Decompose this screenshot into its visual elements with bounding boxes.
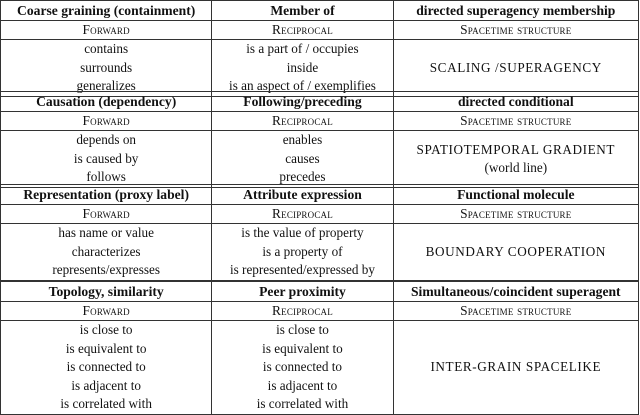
forward-relations [1,131,212,188]
relation-item: has name or value [58,225,154,240]
subheader-row [1,21,639,40]
header-forward-category: Causation (dependency) [1,92,212,112]
subheader-forward: Forward [1,21,212,40]
relation-block-topology [0,281,639,415]
reciprocal-relations [212,224,393,281]
relation-block-causation [0,91,639,188]
header-row [1,185,639,205]
spacetime-structure [393,321,638,415]
relation-item: is equivalent to [262,340,343,356]
relation-item: enables [282,132,323,147]
body-row [1,131,639,188]
body-row [1,224,639,281]
relation-item: is correlated with [256,396,349,411]
subheader-forward: Forward [1,302,212,321]
subheader-spacetime: Spacetime structure [393,21,638,40]
spacetime-structure [393,40,638,97]
spacetime-label: INTER-GRAIN SPACELIKE [430,359,602,375]
relation-item: surrounds [80,59,133,75]
header-forward-category: Topology, similarity [1,282,212,302]
subheader-reciprocal: Reciprocal [212,302,393,321]
spacetime-label: SPATIOTEMPORAL GRADIENT [416,141,616,157]
subheader-row [1,112,639,131]
header-spacetime-category: directed conditional [393,92,638,112]
spacetime-note: (world line) [484,159,548,175]
header-row [1,282,639,302]
header-forward-category: Coarse graining (containment) [1,1,212,21]
subheader-forward: Forward [1,205,212,224]
subheader-spacetime: Spacetime structure [393,205,638,224]
subheader-reciprocal: Reciprocal [212,21,393,40]
forward-relations [1,224,212,281]
relation-item: is a part of / occupies [246,41,359,56]
subheader-reciprocal: Reciprocal [212,205,393,224]
header-row [1,92,639,112]
header-reciprocal-category: Attribute expression [212,185,393,205]
subheader-forward: Forward [1,112,212,131]
relation-item: is an aspect of / exemplifies [229,78,376,93]
header-spacetime-category: directed superagency membership [393,1,638,21]
relation-item: contains [84,41,129,56]
relation-item: depends on [76,132,137,147]
relation-item: is represented/expressed by [229,262,375,277]
relation-item: is adjacent to [267,377,338,393]
relation-item: is the value of property [241,225,364,240]
reciprocal-relations [212,321,393,415]
relation-item: characterizes [71,243,141,259]
header-spacetime-category: Functional molecule [393,185,638,205]
subheader-reciprocal: Reciprocal [212,112,393,131]
relation-block-coarse-graining [0,0,639,97]
header-forward-category: Representation (proxy label) [1,185,212,205]
relation-item: represents/expresses [52,262,160,277]
relation-item: is close to [276,322,329,337]
relation-item: is adjacent to [71,377,141,393]
relation-item: generalizes [76,78,136,93]
body-row [1,40,639,97]
relation-item: is caused by [73,150,139,166]
relation-item: is a property of [262,243,343,259]
relation-item: is connected to [66,359,146,374]
relation-item: precedes [279,169,326,184]
reciprocal-relations [212,40,393,97]
relation-item: follows [86,169,126,184]
body-row [1,321,639,415]
reciprocal-relations [212,131,393,188]
subheader-spacetime: Spacetime structure [393,302,638,321]
spacetime-structure [393,131,638,188]
forward-relations [1,321,212,415]
relation-item: is equivalent to [65,340,147,356]
subheader-row [1,205,639,224]
spacetime-structure [393,224,638,281]
forward-relations [1,40,212,97]
header-reciprocal-category: Member of [212,1,393,21]
spacetime-label: SCALING /SUPERAGENCY [429,59,602,75]
header-reciprocal-category: Peer proximity [212,282,393,302]
relation-item: causes [285,150,320,166]
subheader-row [1,302,639,321]
relation-block-representation [0,184,639,281]
spacetime-label: BOUNDARY COOPERATION [425,243,606,259]
header-spacetime-category: Simultaneous/coincident superagent [393,282,638,302]
relation-item: inside [286,59,319,75]
relation-item: is connected to [262,359,343,374]
header-reciprocal-category: Following/preceding [212,92,393,112]
subheader-spacetime: Spacetime structure [393,112,638,131]
header-row [1,1,639,21]
relation-item: is close to [79,322,133,337]
relation-item: is correlated with [60,396,152,411]
